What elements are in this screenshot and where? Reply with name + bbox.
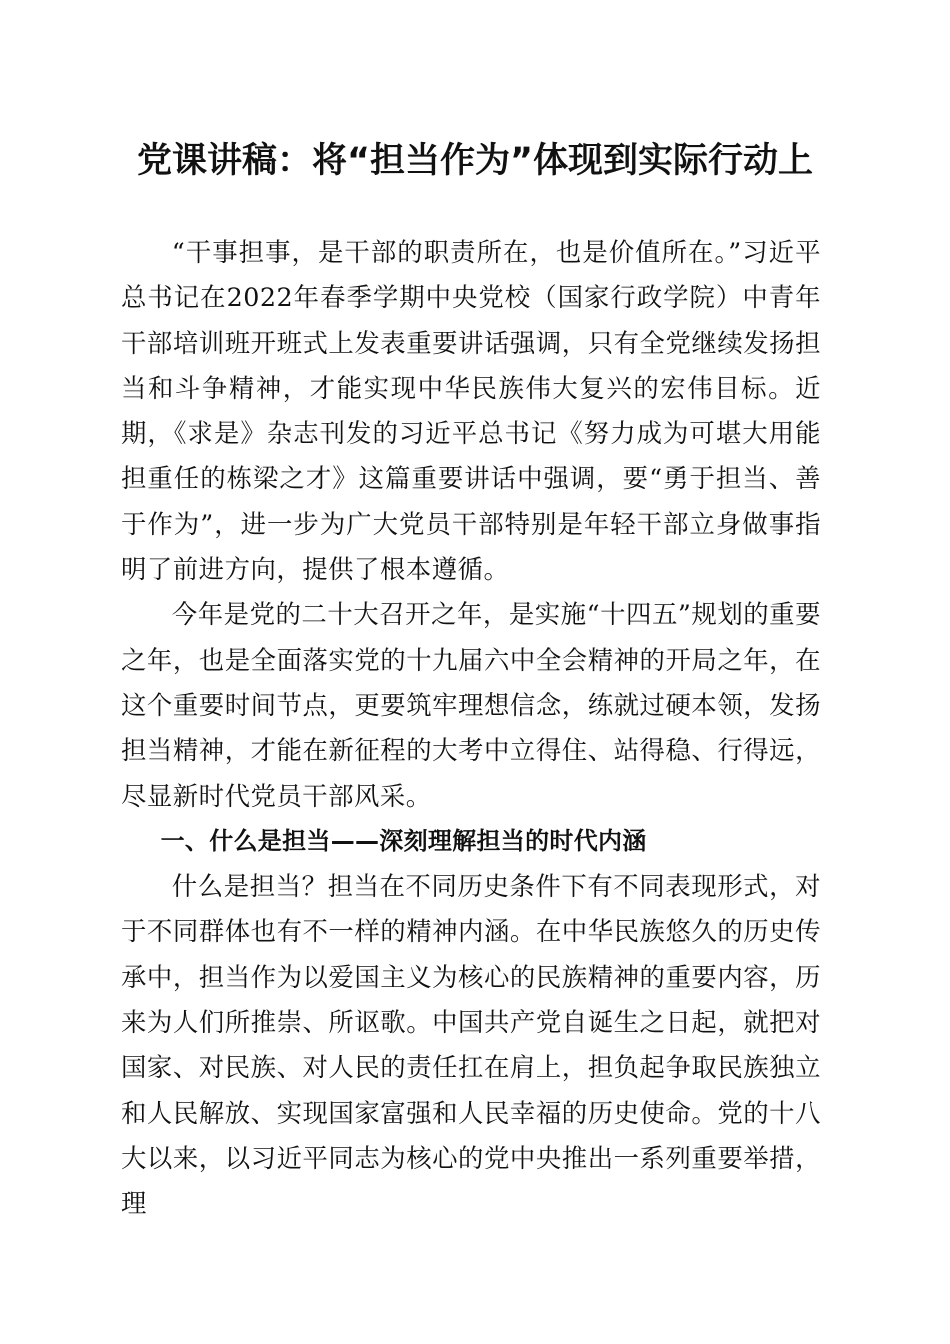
document-body [121, 230, 821, 1227]
section-heading: 一、什么是担当——深刻理解担当的时代内涵 [160, 826, 647, 855]
document-title: 党课讲稿：将“担当作为”体现到实际行动上 [136, 141, 813, 181]
paragraph-section-one: 什么是担当？担当在不同历史条件下有不同表现形式，对于不同群体也有不一样的精神内涵。在中华民族悠久的历史传承中，担当作为以爱国主义为核心的民族精神的重要内容，历来为人们所推崇、所讴歌。中国共产党自诞生之日起，就把对国家、对民族、对人民的责任扛在肩上，担负起争取民族独立和人民解放、实现国家富强和人民幸福的历史使命。党的十八大以来，以习近平同志为核心的党中央推出一系列重要举措，理 [121, 871, 821, 1219]
paragraph-context: 今年是党的二十大召开之年，是实施“十四五”规划的重要之年，也是全面落实党的十九届六中全会精神的开局之年，在这个重要时间节点，更要筑牢理想信念，练就过硬本领，发扬担当精神，才能在新征程的大考中立得住、站得稳、行得远，尽显新时代党员干部风采。 [121, 599, 821, 811]
paragraph-intro: “干事担事，是干部的职责所在，也是价值所在。”习近平总书记在2022年春季学期中央党校（国家行政学院）中青年干部培训班开班式上发表重要讲话强调，只有全党继续发扬担当和斗争精神，才能实现中华民族伟大复兴的宏伟目标。近期，《求是》杂志刊发的习近平总书记《努力成为可堪大用能担重任的栋梁之才》这篇重要讲话中强调，要“勇于担当、善于作为”，进一步为广大党员干部特别是年轻干部立身做事指明了前进方向，提供了根本遵循。 [121, 237, 821, 585]
